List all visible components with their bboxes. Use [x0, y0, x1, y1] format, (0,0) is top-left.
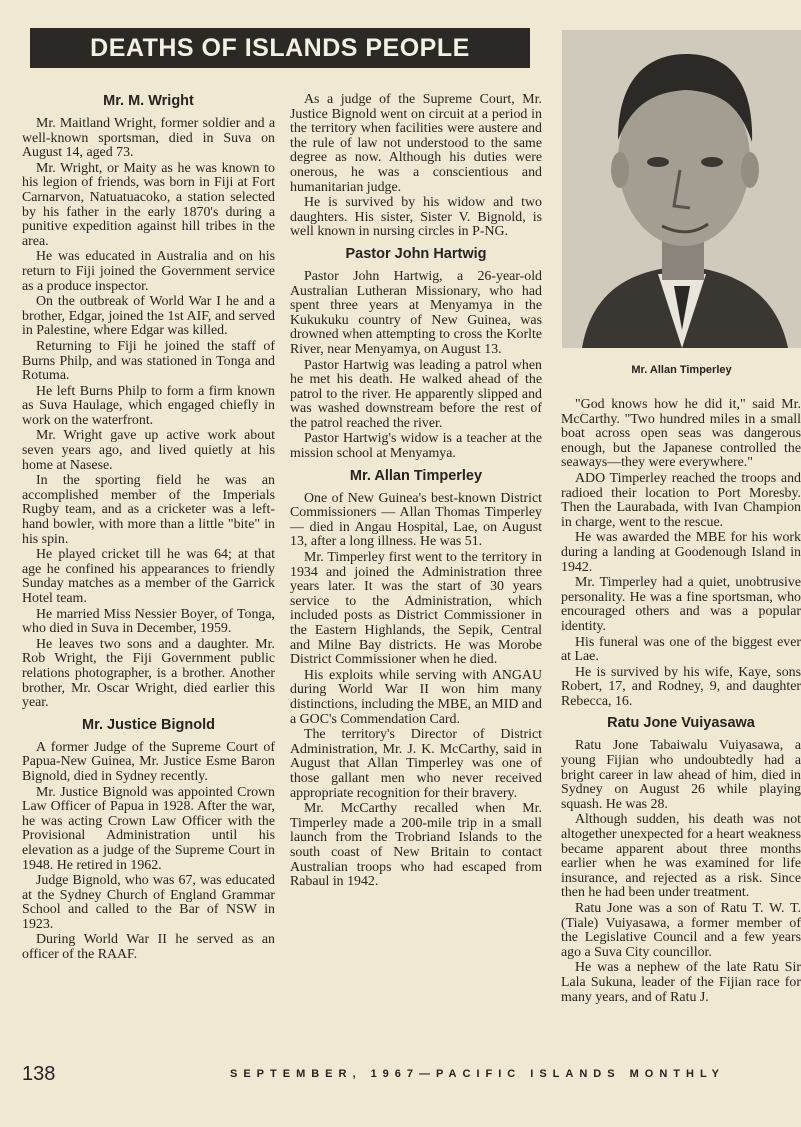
paragraph: He played cricket till he was 64; at that age he confined his appearances to friendly Sunday matches as a member of the Garrick Hotel team.: [22, 547, 275, 606]
paragraph: "God knows how he did it," said Mr. McCarthy. "Two hundred miles in a small boat across open seas was dangerous enough, but the Japanese controlled the seaways—they were everywhere.": [561, 397, 801, 471]
paragraph: Mr. Wright gave up active work about seven years ago, and lived quietly at his home at Nasese.: [22, 428, 275, 473]
paragraph: On the outbreak of World War I he and a brother, Edgar, joined the 1st AIF, and served in Palestine, where Edgar was killed.: [22, 294, 275, 339]
paragraph: ADO Timperley reached the troops and radioed their location to Port Moresby. Then the Laurabada, with Ivan Champion in charge, went to the rescue.: [561, 470, 801, 530]
running-head: SEPTEMBER, 1967—PACIFIC ISLANDS MONTHLY: [230, 1068, 725, 1080]
paragraph: He was a nephew of the late Ratu Sir Lala Sukuna, leader of the Fijian race for many years, and of Ratu J.: [561, 960, 801, 1005]
paragraph: He is survived by his widow and two daughters. His sister, Sister V. Bignold, is well known in nursing circles in P-NG.: [290, 195, 542, 240]
paragraph: As a judge of the Supreme Court, Mr. Justice Bignold went on circuit at a period in the territory when facilities were austere and the rule of law not understood to the same degree as now. Although his duties were onerous, he was a conscientious and humanitarian judge.: [290, 92, 542, 195]
paragraph: One of New Guinea's best-known District Commissioners — Allan Thomas Timperley — died in Angau Hospital, Lae, on August 13, after a long illness. He was 51.: [290, 490, 542, 550]
obituary-heading-bignold: Mr. Justice Bignold: [82, 716, 215, 733]
paragraph: A former Judge of the Supreme Court of Papua-New Guinea, Mr. Justice Esme Baron Bignold, died in Sydney recently.: [22, 739, 275, 784]
paragraph: He married Miss Nessier Boyer, of Tonga, who died in Suva in December, 1959.: [22, 606, 275, 637]
page-number: 138: [22, 1063, 56, 1085]
paragraph: His exploits while serving with ANGAU during World War II won him many distinctions, including the MBE, an MID and a GOC's Commendation Card.: [290, 667, 542, 727]
obituary-heading-timperley: Mr. Allan Timperley: [349, 467, 483, 484]
paragraph: He is survived by his wife, Kaye, sons Robert, 17, and Rodney, 9, and daughter Rebecca, 16.: [561, 664, 801, 709]
paragraph: He left Burns Philp to form a firm known as Suva Haulage, which engaged chiefly in work on the waterfront.: [22, 383, 275, 428]
paragraph: Although sudden, his death was not altogether unexpected for a heart weakness became apparent about three months earlier when he was examined for life insurance, and rejected as a risk. Since then he had been under treatment.: [561, 812, 801, 901]
paragraph: During World War II he served as an officer of the RAAF.: [22, 932, 275, 963]
paragraph: He was awarded the MBE for his work during a landing at Goodenough Island in 1942.: [561, 530, 801, 575]
page-footer: [22, 1063, 801, 1089]
paragraph: He was educated in Australia and on his return to Fiji joined the Government service as a produce inspector.: [22, 249, 275, 294]
column-right: [561, 398, 801, 1006]
paragraph: Pastor Hartwig's widow is a teacher at the mission school at Menyamya.: [290, 431, 542, 462]
column-left: [22, 93, 275, 964]
paragraph: Mr. Timperley first went to the territory in 1934 and joined the Administration three years later. It was the start of 30 years service to the Administration, which included posts as District Commissioner in the Eastern Highlands, the Sepik, Central and Milne Bay districts. He was Morobe District Commissioner when he died.: [290, 550, 542, 668]
photo-caption: Mr. Allan Timperley: [631, 364, 732, 376]
paragraph: Ratu Jone Tabaiwalu Vuiyasawa, a young Fijian who undoubtedly had a bright career in law ahead of him, died in Sydney on August 26 while playing squash. He was 28.: [561, 738, 801, 812]
paragraph: Ratu Jone was a son of Ratu T. W. T. (Tiale) Vuiyasawa, a former member of the Legislative Council and a few years ago a Suva City councillor.: [561, 901, 801, 960]
obituary-heading-wright: Mr. M. Wright: [103, 93, 194, 109]
paragraph: Mr. McCarthy recalled when Mr. Timperley made a 200-mile trip in a small launch from the Trobriand Islands to the south coast of New Britain to contact Australian troops who had escaped from Rabaul in 1942.: [290, 801, 542, 890]
paragraph: Mr. Maitland Wright, former soldier and a well-known sportsman, died in Suva on August 14, aged 73.: [22, 116, 275, 161]
column-middle: [290, 93, 542, 891]
paragraph: The territory's Director of District Administration, Mr. J. K. McCarthy, said in August that Allan Timperley was one of those gallant men who never received appropriate recognition for their bravery.: [290, 727, 542, 801]
paragraph: Pastor Hartwig was leading a patrol when he met his death. He walked ahead of the patrol to the river. He apparently slipped and was washed downstream before the rest of the patrol reached the river.: [290, 357, 542, 431]
paragraph: In the sporting field he was an accomplished member of the Imperials Rugby team, and as a cricketer was a left-hand bowler, with more than a little "bite" in his spin.: [22, 473, 275, 547]
obituary-heading-hartwig: Pastor John Hartwig: [345, 245, 487, 262]
paragraph: Mr. Wright, or Maity as he was known to his legion of friends, was born in Fiji at Fort Carnarvon, Natuatuacoko, a station selected by his father in the early 1870's during a punitive expedition against hill tribes in the area.: [22, 160, 275, 249]
portrait-photo: [562, 30, 801, 348]
paragraph: He leaves two sons and a daughter. Mr. Rob Wright, the Fiji Government public relations photographer, is a brother. Another brother, Mr. Oscar Wright, died earlier this year.: [22, 636, 275, 711]
paragraph: Returning to Fiji he joined the staff of Burns Philp, and was stationed in Tonga and Rotuma.: [22, 338, 275, 384]
paragraph: Mr. Justice Bignold was appointed Crown Law Officer of Papua in 1928. After the war, he was acting Crown Law Officer with the Provisional Administration until his elevation as a judge of the Supreme Court in 1948. He retired in 1962.: [22, 784, 275, 873]
portrait-illustration: [562, 30, 801, 348]
page-banner: DEATHS OF ISLANDS PEOPLE: [30, 28, 530, 68]
paragraph: Pastor John Hartwig, a 26-year-old Australian Lutheran Missionary, who had spent three years at Menyamya in the Kukukuku country of New Guinea, was drowned when attempting to cross the Korlte River, near Menyamya, on August 13.: [290, 268, 542, 357]
obituary-heading-vuiyasawa: Ratu Jone Vuiyasawa: [607, 715, 755, 732]
paragraph: His funeral was one of the biggest ever at Lae.: [561, 634, 801, 665]
paragraph: Judge Bignold, who was 67, was educated at the Sydney Church of England Grammar School and called to the Bar of NSW in 1923.: [22, 873, 275, 932]
paragraph: Mr. Timperley had a quiet, unobtrusive personality. He was a fine sportsman, who encouraged others and was a popular identity.: [561, 575, 801, 634]
